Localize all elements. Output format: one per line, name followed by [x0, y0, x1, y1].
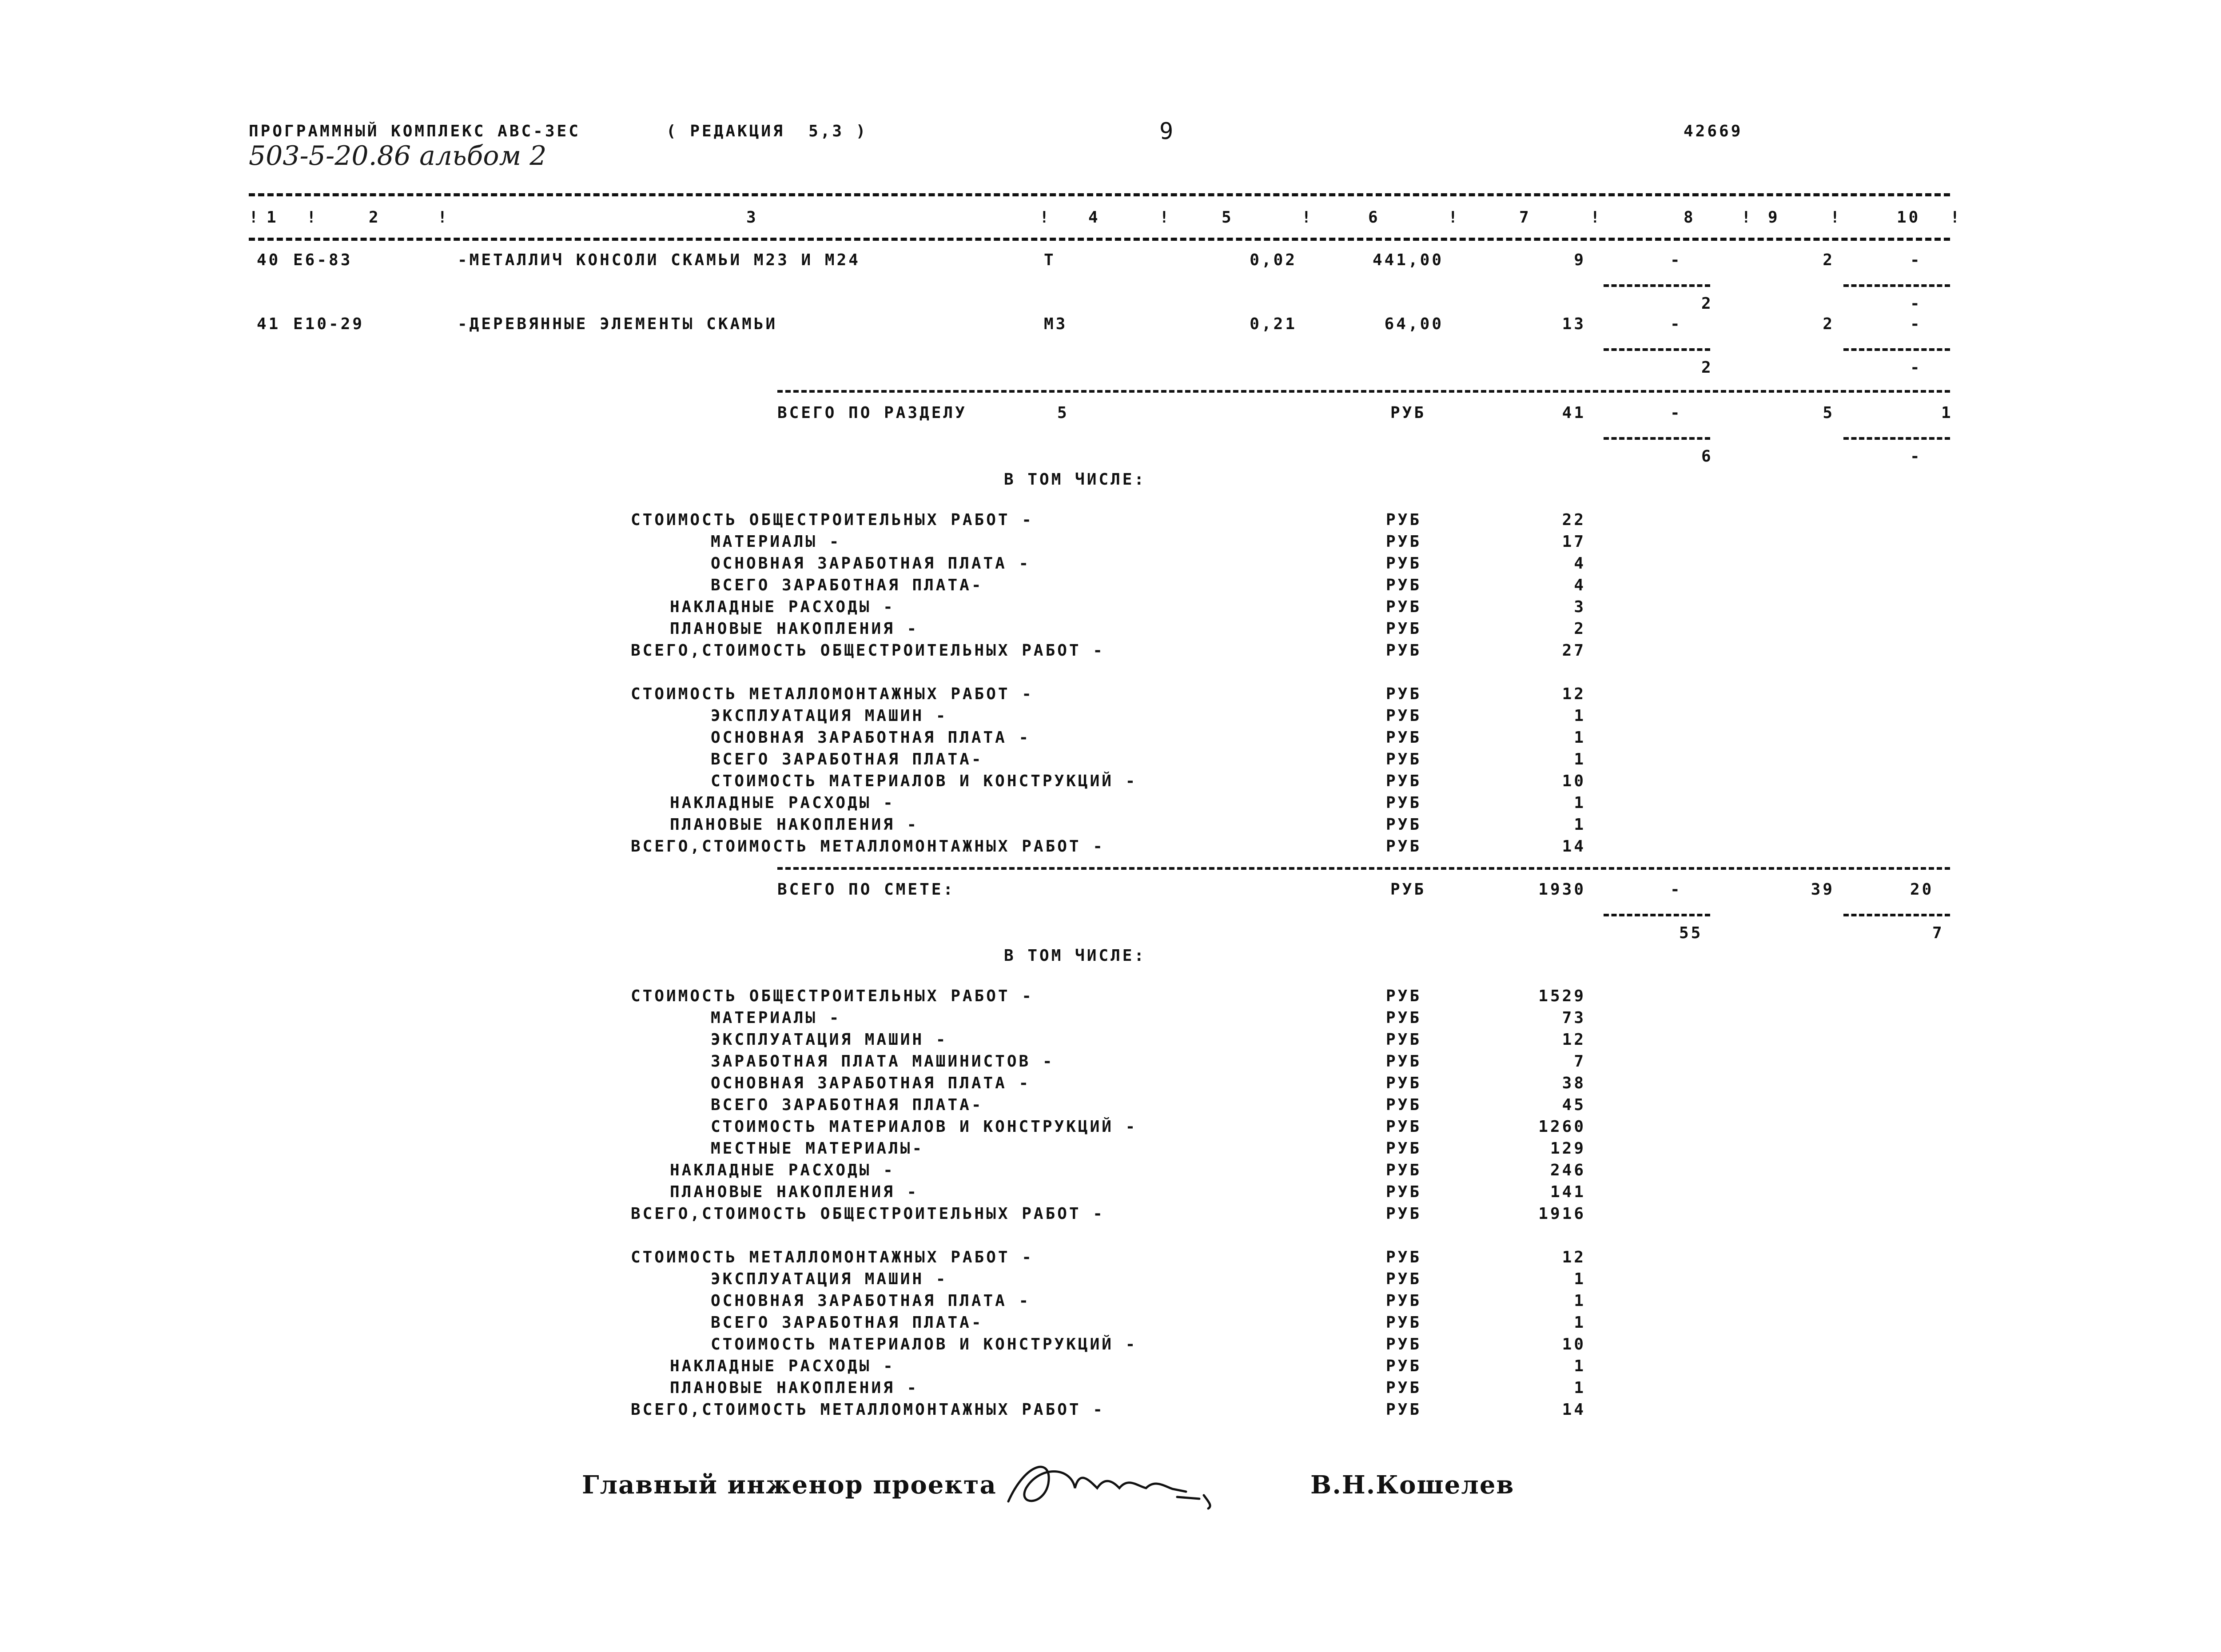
breakdown-label: ЗАРАБОТНАЯ ПЛАТА МАШИНИСТОВ - — [711, 1052, 1055, 1071]
breakdown-value: 1529 — [1538, 987, 1586, 1005]
breakdown-label: СТОИМОСТЬ МАТЕРИАЛОВ И КОНСТРУКЦИЙ - — [711, 772, 1138, 790]
breakdown-value: 4 — [1574, 576, 1586, 594]
row-col10-divider — [1843, 284, 1950, 287]
column-header-2: 2 — [369, 208, 381, 227]
column-header-3: 3 — [746, 208, 758, 227]
estimate-total-col10-divider — [1843, 914, 1950, 916]
breakdown-value: 45 — [1562, 1096, 1586, 1114]
breakdown-value: 1916 — [1538, 1205, 1586, 1223]
section-total-col8-divider — [1604, 437, 1710, 440]
breakdown-label: НАКЛАДНЫЕ РАСХОДЫ - — [670, 794, 895, 812]
breakdown-label: СТОИМОСТЬ ОБЩЕСТРОИТЕЛЬНЫХ РАБОТ - — [631, 511, 1034, 529]
breakdown-label: ЭКСПЛУАТАЦИЯ МАШИН - — [711, 1031, 948, 1049]
breakdown-value: 1 — [1574, 707, 1586, 725]
breakdown-unit: РУБ — [1386, 1314, 1422, 1332]
column-separator: ! — [1741, 208, 1753, 227]
breakdown-unit: РУБ — [1386, 1074, 1422, 1092]
breakdown-value: 12 — [1562, 685, 1586, 703]
breakdown-unit: РУБ — [1386, 685, 1422, 703]
row-col10: - — [1910, 315, 1922, 333]
breakdown-unit: РУБ — [1386, 987, 1422, 1005]
breakdown-label: ВСЕГО,СТОИМОСТЬ МЕТАЛЛОМОНТАЖНЫХ РАБОТ - — [631, 837, 1105, 856]
breakdown-label: СТОИМОСТЬ МЕТАЛЛОМОНТАЖНЫХ РАБОТ - — [631, 685, 1034, 703]
breakdown-unit: РУБ — [1386, 1248, 1422, 1266]
column-separator: ! — [438, 208, 450, 227]
row-col7: 9 — [1574, 251, 1586, 269]
section-total-col10-divider — [1843, 437, 1950, 440]
breakdown-label: ПЛАНОВЫЕ НАКОПЛЕНИЯ - — [670, 620, 919, 638]
breakdown-label: НАКЛАДНЫЕ РАСХОДЫ - — [670, 1161, 895, 1179]
breakdown-value: 1 — [1574, 1270, 1586, 1288]
breakdown-value: 12 — [1562, 1031, 1586, 1049]
breakdown-value: 17 — [1562, 533, 1586, 551]
breakdown-value: 14 — [1562, 1401, 1586, 1419]
breakdown-label: СТОИМОСТЬ МАТЕРИАЛОВ И КОНСТРУКЦИЙ - — [711, 1118, 1138, 1136]
breakdown-value: 141 — [1550, 1183, 1586, 1201]
breakdown-value: 2 — [1574, 620, 1586, 638]
breakdown-label: ВСЕГО,СТОИМОСТЬ МЕТАЛЛОМОНТАЖНЫХ РАБОТ - — [631, 1401, 1105, 1419]
breakdown-unit: РУБ — [1386, 816, 1422, 834]
breakdown-value: 73 — [1562, 1009, 1586, 1027]
handwritten-signature — [999, 1453, 1239, 1515]
column-header-1: 1 — [267, 208, 279, 227]
column-header-5: 5 — [1222, 208, 1234, 227]
row-col8-divider — [1604, 348, 1710, 351]
column-separator: ! — [1830, 208, 1842, 227]
column-header-6: 6 — [1368, 208, 1380, 227]
column-separator: ! — [1302, 208, 1313, 227]
breakdown-unit: РУБ — [1386, 1161, 1422, 1179]
row-unit: М3 — [1044, 315, 1068, 333]
breakdown-label: МАТЕРИАЛЫ - — [711, 533, 841, 551]
edition-label: ( РЕДАКЦИЯ 5,3 ) — [666, 122, 868, 140]
column-separator: ! — [306, 208, 318, 227]
breakdown-value: 38 — [1562, 1074, 1586, 1092]
breakdown-unit: РУБ — [1386, 1205, 1422, 1223]
breakdown-value: 129 — [1550, 1139, 1586, 1158]
engineer-name: В.Н.Кошелев — [1310, 1470, 1515, 1500]
breakdown-label: ВСЕГО ЗАРАБОТНАЯ ПЛАТА- — [711, 1314, 983, 1332]
breakdown-unit: РУБ — [1386, 772, 1422, 790]
breakdown-value: 1 — [1574, 1292, 1586, 1310]
breakdown-label: ЭКСПЛУАТАЦИЯ МАШИН - — [711, 707, 948, 725]
column-separator: ! — [1159, 208, 1171, 227]
row-col9: 2 — [1823, 251, 1835, 269]
estimate-total-col10-lower: 7 — [1932, 924, 1944, 942]
section-total-col8: - — [1670, 404, 1682, 422]
row-col8: - — [1670, 251, 1682, 269]
row-col9: 2 — [1823, 315, 1835, 333]
breakdown-label: НАКЛАДНЫЕ РАСХОДЫ - — [670, 598, 895, 616]
breakdown-value: 27 — [1562, 641, 1586, 660]
row-col8-lower: 2 — [1701, 358, 1713, 377]
section-total-col7: 41 — [1562, 404, 1586, 422]
section-total-col9: 5 — [1823, 404, 1835, 422]
breakdown-label: ОСНОВНАЯ ЗАРАБОТНАЯ ПЛАТА - — [711, 728, 1031, 747]
in-that-number-heading-2: В ТОМ ЧИСЛЕ: — [1004, 947, 1146, 965]
row-col10-lower: - — [1910, 295, 1922, 313]
row-col8-divider — [1604, 284, 1710, 287]
program-title: ПРОГРАММНЫЙ КОМПЛЕКС АВС-ЗЕС — [249, 122, 581, 140]
breakdown-unit: РУБ — [1386, 1292, 1422, 1310]
breakdown-value: 3 — [1574, 598, 1586, 616]
breakdown-value: 1 — [1574, 728, 1586, 747]
breakdown-unit: РУБ — [1386, 1335, 1422, 1353]
column-header-8: 8 — [1684, 208, 1696, 227]
breakdown-label: СТОИМОСТЬ МАТЕРИАЛОВ И КОНСТРУКЦИЙ - — [711, 1335, 1138, 1353]
section-total-label: ВСЕГО ПО РАЗДЕЛУ — [777, 404, 967, 422]
row-code: Е10-29 — [293, 315, 365, 333]
breakdown-label: ПЛАНОВЫЕ НАКОПЛЕНИЯ - — [670, 1379, 919, 1397]
breakdown-unit: РУБ — [1386, 511, 1422, 529]
breakdown-label: СТОИМОСТЬ ОБЩЕСТРОИТЕЛЬНЫХ РАБОТ - — [631, 987, 1034, 1005]
breakdown-value: 1 — [1574, 1357, 1586, 1375]
row-col8: - — [1670, 315, 1682, 333]
estimate-total-col9: 39 — [1811, 880, 1835, 899]
row-price: 441,00 — [1372, 251, 1444, 269]
breakdown-unit: РУБ — [1386, 554, 1422, 573]
row-col10-lower: - — [1910, 358, 1922, 377]
breakdown-unit: РУБ — [1386, 707, 1422, 725]
breakdown-unit: РУБ — [1386, 620, 1422, 638]
breakdown-value: 1 — [1574, 816, 1586, 834]
handwritten-reference: 503-5-20.86 альбом 2 — [249, 140, 547, 171]
row-quantity: 0,02 — [1250, 251, 1297, 269]
column-separator: ! — [1039, 208, 1051, 227]
breakdown-value: 246 — [1550, 1161, 1586, 1179]
breakdown-unit: РУБ — [1386, 1139, 1422, 1158]
column-header-9: 9 — [1768, 208, 1780, 227]
breakdown-unit: РУБ — [1386, 641, 1422, 660]
section-total-col8-lower: 6 — [1701, 447, 1713, 466]
breakdown-value: 1 — [1574, 1379, 1586, 1397]
column-header-10: 10 — [1897, 208, 1921, 227]
estimate-total-unit: РУБ — [1390, 880, 1426, 899]
breakdown-unit: РУБ — [1386, 794, 1422, 812]
row-unit: Т — [1044, 251, 1056, 269]
section-total-unit: РУБ — [1390, 404, 1426, 422]
breakdown-label: ВСЕГО,СТОИМОСТЬ ОБЩЕСТРОИТЕЛЬНЫХ РАБОТ - — [631, 641, 1105, 660]
breakdown-value: 10 — [1562, 772, 1586, 790]
breakdown-value: 1 — [1574, 750, 1586, 768]
breakdown-unit: РУБ — [1386, 1031, 1422, 1049]
row-name: -ДЕРЕВЯННЫЕ ЭЛЕМЕНТЫ СКАМЬИ — [458, 315, 778, 333]
breakdown-label: ЭКСПЛУАТАЦИЯ МАШИН - — [711, 1270, 948, 1288]
row-quantity: 0,21 — [1250, 315, 1297, 333]
breakdown-label: СТОИМОСТЬ МЕТАЛЛОМОНТАЖНЫХ РАБОТ - — [631, 1248, 1034, 1266]
breakdown-label: МЕСТНЫЕ МАТЕРИАЛЫ- — [711, 1139, 924, 1158]
row-col10: - — [1910, 251, 1922, 269]
breakdown-unit: РУБ — [1386, 1009, 1422, 1027]
row-price: 64,00 — [1384, 315, 1444, 333]
breakdown-unit: РУБ — [1386, 1052, 1422, 1071]
table-top-rule — [249, 193, 1950, 196]
breakdown-unit: РУБ — [1386, 837, 1422, 856]
section-total-col10-lower: - — [1910, 447, 1922, 466]
estimate-total-label: ВСЕГО ПО СМЕТЕ: — [777, 880, 955, 899]
breakdown-unit: РУБ — [1386, 728, 1422, 747]
column-header-4: 4 — [1088, 208, 1100, 227]
breakdown-label: НАКЛАДНЫЕ РАСХОДЫ - — [670, 1357, 895, 1375]
section-total-col10: 1 — [1941, 404, 1953, 422]
breakdown-label: МАТЕРИАЛЫ - — [711, 1009, 841, 1027]
row-name: -МЕТАЛЛИЧ КОНСОЛИ СКАМЬИ М23 И М24 — [458, 251, 860, 269]
breakdown-value: 14 — [1562, 837, 1586, 856]
breakdown-label: ВСЕГО ЗАРАБОТНАЯ ПЛАТА- — [711, 576, 983, 594]
breakdown-value: 7 — [1574, 1052, 1586, 1071]
breakdown-unit: РУБ — [1386, 1096, 1422, 1114]
estimate-total-col8: - — [1670, 880, 1682, 899]
breakdown-unit: РУБ — [1386, 533, 1422, 551]
column-separator: ! — [1950, 208, 1962, 227]
row-number: 40 — [257, 251, 281, 269]
breakdown-unit: РУБ — [1386, 1379, 1422, 1397]
estimate-total-col7: 1930 — [1538, 880, 1586, 899]
estimate-total-rule — [777, 867, 1950, 870]
breakdown-unit: РУБ — [1386, 1401, 1422, 1419]
row-col7: 13 — [1562, 315, 1586, 333]
table-header-rule — [249, 238, 1950, 241]
column-separator: ! — [249, 208, 261, 227]
breakdown-value: 1 — [1574, 1314, 1586, 1332]
breakdown-value: 1 — [1574, 794, 1586, 812]
section-total-rule — [777, 390, 1950, 393]
section-total-number: 5 — [1057, 404, 1069, 422]
estimate-total-col8-lower: 55 — [1679, 924, 1703, 942]
estimate-total-col8-divider — [1604, 914, 1710, 916]
breakdown-value: 4 — [1574, 554, 1586, 573]
breakdown-unit: РУБ — [1386, 1118, 1422, 1136]
breakdown-unit: РУБ — [1386, 750, 1422, 768]
document-number: 42669 — [1684, 122, 1743, 140]
row-col10-divider — [1843, 348, 1950, 351]
breakdown-label: ПЛАНОВЫЕ НАКОПЛЕНИЯ - — [670, 1183, 919, 1201]
breakdown-unit: РУБ — [1386, 1270, 1422, 1288]
column-separator: ! — [1590, 208, 1602, 227]
row-col8-lower: 2 — [1701, 295, 1713, 313]
breakdown-value: 1260 — [1538, 1118, 1586, 1136]
breakdown-label: ОСНОВНАЯ ЗАРАБОТНАЯ ПЛАТА - — [711, 1074, 1031, 1092]
breakdown-label: ВСЕГО ЗАРАБОТНАЯ ПЛАТА- — [711, 1096, 983, 1114]
breakdown-unit: РУБ — [1386, 1357, 1422, 1375]
breakdown-label: ВСЕГО,СТОИМОСТЬ ОБЩЕСТРОИТЕЛЬНЫХ РАБОТ - — [631, 1205, 1105, 1223]
breakdown-value: 22 — [1562, 511, 1586, 529]
estimate-total-col10: 20 — [1910, 880, 1934, 899]
breakdown-label: ОСНОВНАЯ ЗАРАБОТНАЯ ПЛАТА - — [711, 1292, 1031, 1310]
row-code: Е6-83 — [293, 251, 353, 269]
breakdown-value: 12 — [1562, 1248, 1586, 1266]
breakdown-unit: РУБ — [1386, 1183, 1422, 1201]
in-that-number-heading: В ТОМ ЧИСЛЕ: — [1004, 470, 1146, 489]
page-number: 9 — [1159, 118, 1176, 145]
breakdown-unit: РУБ — [1386, 576, 1422, 594]
breakdown-value: 10 — [1562, 1335, 1586, 1353]
column-separator: ! — [1448, 208, 1460, 227]
signature-title: Главный инженор проекта — [582, 1470, 997, 1500]
column-header-7: 7 — [1519, 208, 1531, 227]
breakdown-label: ПЛАНОВЫЕ НАКОПЛЕНИЯ - — [670, 816, 919, 834]
row-number: 41 — [257, 315, 281, 333]
breakdown-label: ОСНОВНАЯ ЗАРАБОТНАЯ ПЛАТА - — [711, 554, 1031, 573]
breakdown-unit: РУБ — [1386, 598, 1422, 616]
breakdown-label: ВСЕГО ЗАРАБОТНАЯ ПЛАТА- — [711, 750, 983, 768]
